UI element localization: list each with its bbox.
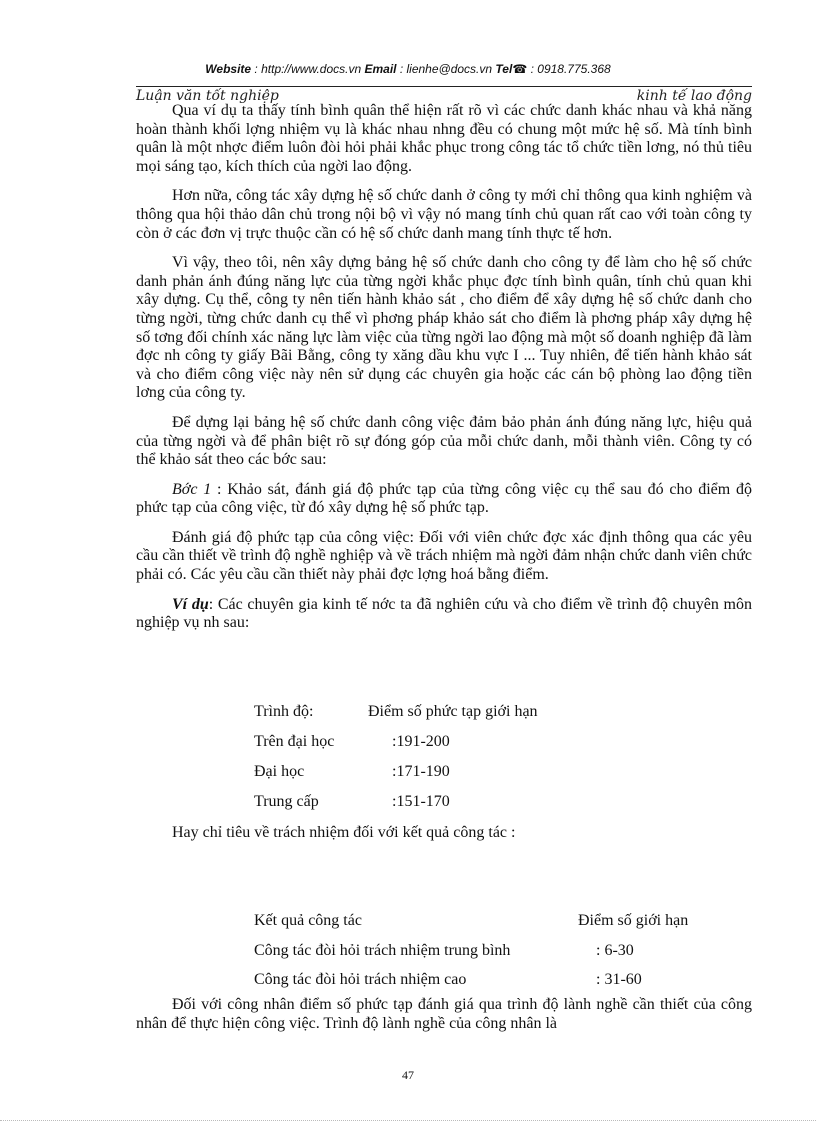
step-text: : Khảo sát, đánh giá độ phức tạp của từng công việc cụ thể sau đó cho điểm độ phức tạp của công việc, từ đó xây dựng hệ số phức tạp. [136,480,753,517]
paragraph-4: Để dựng lại bảng hệ số chức danh công việc đảm bảo phản ánh đúng năng lực, hiệu quả của từng ngời và để phân biệt rõ sự đóng góp của mỗi chức danh, mỗi thành viên. Công ty có thể khảo sát theo các bớc sau: [136,413,752,469]
table1-header-col2: Điểm số phức tạp giới hạn [368,703,538,720]
website-url[interactable]: : http://www.docs.vn [251,62,365,76]
paragraph-6: Đánh giá độ phức tạp của công việc: Đối với viên chức đợc xác định thông qua các yêu cầu cần thiết về trình độ nghề nghiệp và về trách nhiệm mà ngời đảm nhận chức danh viên chức phải có. Các yêu cầu cần thiết này phải đợc lợng hoá bằng điểm. [136,528,752,584]
paragraph-1: Qua ví dụ ta thấy tính bình quân thể hiện rất rõ vì các chức danh khác nhau và khả năng hoàn thành khối lợng nhiệm vụ là khác nhau nhng đều có chung một mức hệ số. Mà tính bình quân là một nhợc điểm luôn đòi hỏi phải khắc phục trong công tác tổ chức tiền lơng, nó thủ tiêu mọi sáng tạo, kích thích của ngời lao động. [136,102,752,175]
table2-row-label: Công tác đòi hỏi trách nhiệm trung bình [254,942,511,959]
website-label: Website [205,62,252,76]
tel-number: : 0918.775.368 [527,62,611,76]
step-label: Bớc 1 [172,480,212,498]
paragraph-2: Hơn nữa, công tác xây dựng hệ số chức danh ở công ty mới chỉ thông qua kinh nghiệm và thông qua hội thảo dân chủ trong nội bộ vì vậy nó mang tính chủ quan rất cao với toàn công ty còn ở các đơn vị trực thuộc cần có hệ số chức danh mang tính thực tế hơn. [136,187,752,242]
site-banner [0,62,816,76]
header-left-title: Luận văn tốt nghiệp [136,88,279,104]
paragraph-9: Đối với công nhân điểm số phức tạp đánh giá qua trình độ lành nghề cần thiết của công nhân để thực hiện công việc. Trình độ lành nghề của công nhân là [136,996,752,1032]
email-address[interactable]: : lienhe@docs.vn [396,62,496,76]
table2-row-value: : 6-30 [596,942,634,959]
table1-row-value: :171-190 [392,763,450,780]
table2-row-label: Công tác đòi hỏi trách nhiệm cao [254,971,467,988]
table1-row-label: Trung cấp [254,793,319,810]
footer-dotted-rule [0,1120,816,1121]
table1-header-col1: Trình độ: [254,703,314,720]
table2-header-col2: Điểm số giới hạn [578,912,689,929]
table2-header-col1: Kết quả công tác [254,912,362,929]
table2-row-value: : 31-60 [596,971,642,988]
paragraph-3: Vì vậy, theo tôi, nên xây dựng bảng hệ số chức danh cho công ty để làm cho hệ số chức danh phản ánh đúng năng lực của từng ngời khắc phục đợc tính bình quân, tính chủ quan khi xây dựng. Cụ thể, công ty nên tiến hành khảo sát , cho điểm để xây dựng hệ số chức danh cho từng ngời, từng chức danh cụ thể vì phơng pháp khảo sát cho điểm là phơng pháp xây dựng hệ số tơng đối chính xác năng lực làm việc của từng ngời lao động mà một số doanh nghiệp đã làm đợc nh công ty giấy Bãi Bằng, công ty xăng dầu khu vực I ... Tuy nhiên, để tiến hành khảo sát và cho điểm công việc này nên sử dụng các chuyên gia hoặc các cán bộ phòng lao động tiền lơng của công ty. [136,254,752,402]
paragraph-8: Hay chỉ tiêu về trách nhiệm đối với kết quả công tác : [172,824,516,841]
tel-label: Tel [495,62,513,76]
example-label: Ví dụ [172,595,209,613]
page-number: 47 [402,1068,414,1082]
document-body [136,102,752,641]
paragraph-5 [136,481,752,518]
email-label: Email [364,62,397,76]
document-body-end [136,996,752,1044]
table1-row-value: :191-200 [392,733,450,750]
example-text: : Các chuyên gia kinh tế nớc ta đã nghiên cứu và cho điểm về trình độ chuyên môn nghiệp vụ nh sau: [136,595,752,632]
header-rule [136,86,752,87]
table1-row-value: :151-170 [392,793,450,810]
header-right-title: kinh tế lao động [636,88,752,104]
table1-row-label: Đại học [254,763,305,780]
table1-row-label: Trên đại học [254,733,335,750]
phone-icon: ☎ [512,62,528,76]
paragraph-7 [136,596,752,633]
